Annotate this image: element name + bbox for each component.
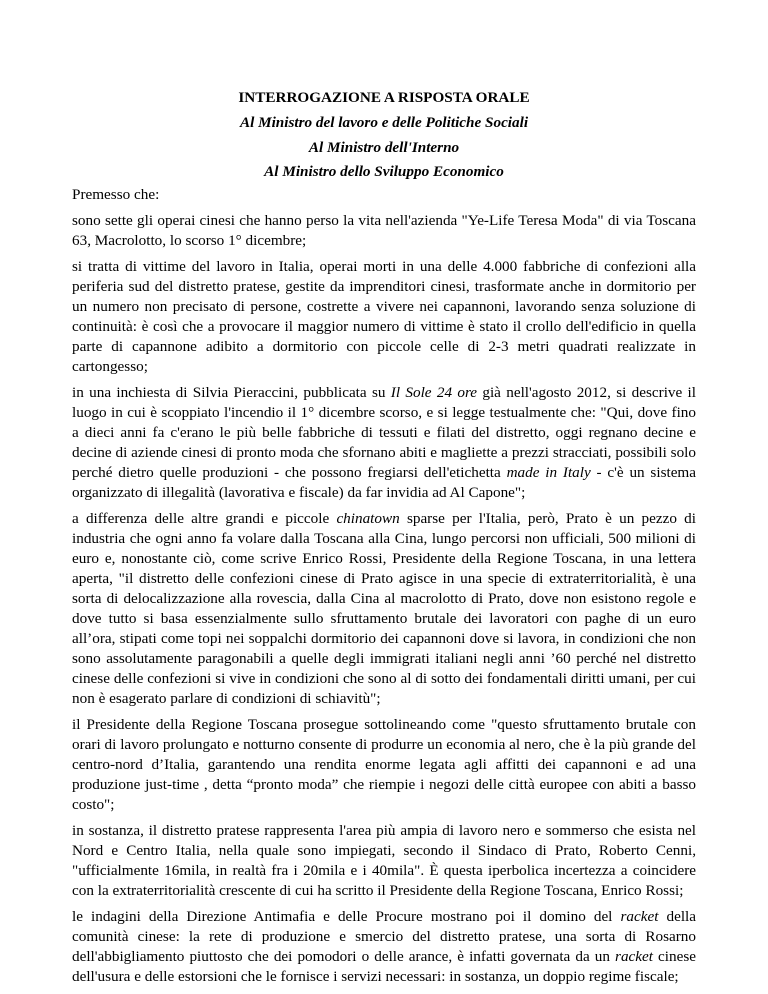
chinatown-term: chinatown: [336, 510, 400, 527]
document-body: [72, 185, 696, 993]
paragraph-4-text-c: sparse per l'Italia, però, Prato è un pezzo di industria che ogni anno fa volare dalla Toscana alla Cina, lungo percorsi non ufficiali, 500 milioni di euro e, nonostante ciò, come scrive Enrico Rossi, Presidente della Regione Toscana, in una lettera aperta, "il distretto delle confezioni cinese di Prato agisce in una specie di extraterritorialità, è una sorta di delocalizzazione alla rovescia, dalla Cina al macrolotto di Prato, dove non esistono regole e dove tutto si basa essenzialmente sullo sfruttamento brutale dei lavoratori con paghe di un euro all’ora, stipati come topi nei soppalchi dormitorio dei capannoni dove si lavora, in condizioni che non sono assolutamente paragonabili a quelle degli immigrati italiani negli anni ’60 perché nel distretto cinese delle confezioni si vive in condizioni che sono al di sotto dei fondamentali diritti umani, per cui non è esagerato parlare di condizioni di schiavitù";: [72, 510, 696, 707]
premise-line: Premesso che:: [72, 186, 160, 203]
paragraph-2: si tratta di vittime del lavoro in Italia, operai morti in una delle 4.000 fabbriche di confezioni alla periferia sud del distretto pratese, gestite da imprenditori cinesi, trasformate anche in dormitorio per un numero non precisato di persone, costrette a vivere nei capannoni, lavorando senza soluzione di continuità: è così che a provocare il maggior numero di vittime è stato il crollo dell'edificio in quella parte di capannone adibito a dormitorio con piccole celle di 2-3 metri quadrati realizzate in cartongesso;: [72, 258, 696, 375]
racket-term-2: racket: [615, 948, 653, 965]
newspaper-name: Il Sole 24 ore: [390, 384, 478, 401]
paragraph-3-text-c: già nell'agosto 2012, si descrive il luogo in cui è scoppiato l'incendio il 1° dicembre scorso, e si legge testualmente che: "Qui, dove fino a dieci anni fa c'erano le più belle fabbriche di tessuti e filati del distretto, oggi regnano decine e decine di aziende cinesi di pronto moda che sfornano abiti e magliette a prezzi stracciati, possibili solo perché dietro quelle produzioni - che possono fregiarsi dell'etichetta: [72, 384, 696, 481]
paragraph-1: sono sette gli operai cinesi che hanno perso la vita nell'azienda "Ye-Life Teresa Moda" di via Toscana 63, Macrolotto, lo scorso 1° dicembre;: [72, 212, 696, 249]
paragraph-4-text-a: a differenza delle altre grandi e piccole: [72, 510, 337, 527]
addressee-labour-minister: Al Ministro del lavoro e delle Politiche Sociali: [239, 114, 529, 131]
addressee-interior-minister: Al Ministro dell'Interno: [308, 139, 460, 156]
paragraph-3: [72, 383, 696, 503]
paragraph-7: [72, 907, 696, 987]
addressee-economic-minister: Al Ministro dello Sviluppo Economico: [264, 163, 504, 180]
paragraph-7-text-a: le indagini della Direzione Antimafia e delle Procure mostrano poi il domino del: [72, 908, 621, 925]
racket-term-1: racket: [620, 908, 659, 925]
paragraph-3-text-a: in una inchiesta di Silvia Pieraccini, pubblicata su: [72, 384, 391, 401]
paragraph-4: [72, 509, 696, 709]
paragraph-7-text-c: della comunità cinese: la rete di produzione e smercio del distretto pratese, una sorta di Rosarno dell'abbigliamento piuttosto che dei pomodori o delle arance, è infatti governata da un: [72, 908, 696, 965]
paragraph-6: in sostanza, il distretto pratese rappresenta l'area più ampia di lavoro nero e sommerso che esista nel Nord e Centro Italia, nella quale sono impiegati, secondo il Sindaco di Prato, Roberto Cenni, "ufficialmente 16mila, in realtà fra i 20mila e i 40mila". È questa iperbolica incertezza a coincidere con la extraterritorialità crescente di cui ha scritto il Presidente della Regione Toscana, Enrico Rossi;: [72, 822, 696, 899]
paragraph-5: il Presidente della Regione Toscana prosegue sottolineando come "questo sfruttamento brutale con orari di lavoro prolungato e notturno consente di produrre un economia al nero, che è la più grande del centro-nord d’Italia, garantendo una rendita enorme legata agli affitti dei capannoni e ad una produzione just-time , detta “pronto moda” che riempie i negozi delle città europee con abiti a basso costo";: [72, 716, 696, 813]
document-title: INTERROGAZIONE A RISPOSTA ORALE: [238, 89, 530, 106]
paragraph-3-text-e: - c'è un sistema organizzato di illegalità (lavorativa e fiscale) da far invidia ad Al Capone";: [72, 464, 696, 501]
paragraph-7-text-e: cinese dell'usura e delle estorsioni che le fornisce i servizi necessari: in sostanza, un doppio regime fiscale;: [72, 948, 696, 985]
made-in-italy-label: made in Italy: [506, 464, 591, 481]
